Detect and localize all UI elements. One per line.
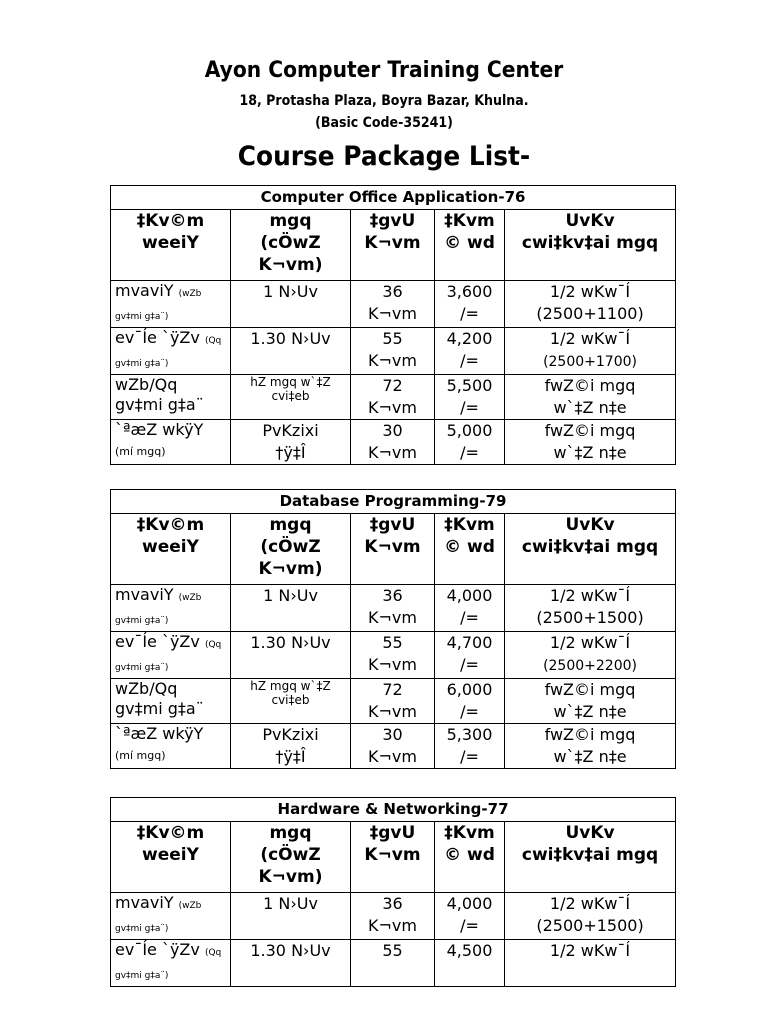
payment-line: (2500+1100) [536,304,644,323]
payment-line: w`‡Z n‡e [553,443,627,462]
cell-line: ‡Kv©m [136,211,205,231]
cell-line: UvKv [565,515,615,535]
cell-line: mgq [269,211,312,231]
classes-cell [351,632,435,679]
table-row [111,893,676,940]
course-name: mvaviY [115,585,179,604]
fee-cell [435,281,505,328]
cell-line: /= [460,655,479,674]
package-table [110,489,676,769]
duration-cell [231,328,351,375]
package-name: Database Programming-79 [111,490,676,514]
cell-line: K¬vm [364,233,421,253]
course-cell [111,375,231,420]
payment-cell [505,893,676,940]
duration-cell [231,375,351,420]
payment-cell [505,328,676,375]
cell-line: /= [460,443,479,462]
col-duration-header [231,210,351,281]
duration-cell [231,940,351,987]
cell-line: /= [460,608,479,627]
cell-line: 5,300 [446,725,493,744]
cell-line: /= [460,702,479,721]
course-note-2: gv‡mi g‡a¨ [115,699,204,718]
col-classes-header [351,210,435,281]
cell-line: ‡gvU [369,823,416,843]
cell-line: /= [460,304,479,323]
payment-line: 1/2 wKw¯Í [549,329,631,348]
duration-cell [231,585,351,632]
course-name: ev¯Íe `ÿZv [115,940,205,959]
cell-line: (cÖwZ [260,537,321,557]
cell-line: ‡Kvm [444,515,495,535]
duration-value: hZ mgq w`‡Z cvi‡eb [250,375,331,403]
col-duration-header [231,514,351,585]
header-row [111,514,676,585]
cell-line: 3,600 [446,282,493,301]
col-duration-header [231,822,351,893]
cell-line: K¬vm [368,304,417,323]
course-cell [111,632,231,679]
fee-cell [435,585,505,632]
cell-line: UvKv [565,823,615,843]
cell-line: cwi‡kv‡ai mgq [521,233,659,253]
col-course-header [111,210,231,281]
basic-code: (Basic Code-35241) [315,115,453,131]
duration-cell [231,724,351,769]
duration-value: 1 N›Uv [263,894,318,913]
classes-cell [351,328,435,375]
cell-line: K¬vm [368,443,417,462]
col-classes-header [351,514,435,585]
cell-line: cwi‡kv‡ai mgq [521,537,659,557]
cell-line: K¬vm [368,916,417,935]
payment-line: (2500+1500) [536,916,644,935]
table-row [111,420,676,465]
cell-line: 55 [382,633,403,652]
course-name: `ªæZ wkÿY [115,724,204,743]
cell-line: /= [460,398,479,417]
package-name-row [111,186,676,210]
payment-line: 1/2 wKw¯Í [549,282,631,301]
course-note: (wZb [178,593,202,603]
classes-cell [351,375,435,420]
table-row [111,375,676,420]
classes-cell [351,724,435,769]
fee-cell [435,893,505,940]
course-cell [111,420,231,465]
cell-line: 4,200 [446,329,493,348]
header-row [111,210,676,281]
cell-line: 55 [382,941,403,960]
table-row [111,679,676,724]
cell-line: K¬vm [368,655,417,674]
cell-line: 36 [382,894,403,913]
cell-line: K¬vm [368,608,417,627]
package-table [110,185,676,465]
classes-cell [351,940,435,987]
classes-cell [351,420,435,465]
cell-line: /= [460,916,479,935]
duration-value: 1 N›Uv [263,586,318,605]
package-name: Hardware & Networking-77 [111,798,676,822]
cell-line: K¬vm) [258,559,323,579]
cell-line: K¬vm) [258,867,323,887]
package-name-row [111,798,676,822]
payment-line: (2500+1700) [543,354,637,370]
course-name: ev¯Íe `ÿZv [115,632,205,651]
cell-line: K¬vm [364,845,421,865]
duration-cell [231,420,351,465]
col-payment-header [505,822,676,893]
payment-line: fwZ©i mgq [544,680,636,699]
payment-cell [505,679,676,724]
col-payment-header [505,210,676,281]
payment-cell [505,632,676,679]
payment-cell [505,281,676,328]
classes-cell [351,585,435,632]
course-name: wZb/Qq [115,679,178,698]
payment-cell [505,724,676,769]
package-name-row [111,490,676,514]
payment-line: (2500+1500) [536,608,644,627]
cell-line: weeiY [142,845,199,865]
cell-line: cwi‡kv‡ai mgq [521,845,659,865]
course-cell [111,328,231,375]
table-row [111,724,676,769]
cell-line: /= [460,351,479,370]
table-row [111,281,676,328]
table-row [111,632,676,679]
col-payment-header [505,514,676,585]
cell-line: 30 [382,725,403,744]
payment-line: fwZ©i mgq [544,725,636,744]
cell-line: weeiY [142,537,199,557]
classes-cell [351,679,435,724]
course-note: (Qq [204,948,222,958]
payment-line: w`‡Z n‡e [553,398,627,417]
payment-cell [505,940,676,987]
duration-cell [231,632,351,679]
cell-line: mgq [269,823,312,843]
cell-line: K¬vm [368,702,417,721]
cell-line: 72 [382,680,403,699]
cell-line: 5,500 [446,376,493,395]
cell-line: (cÖwZ [260,233,321,253]
payment-line: fwZ©i mgq [544,376,636,395]
duration-value: 1.30 N›Uv [250,941,331,960]
package-table [110,797,676,987]
cell-line: ‡Kv©m [136,823,205,843]
cell-line: ‡Kv©m [136,515,205,535]
col-classes-header [351,822,435,893]
fee-cell [435,375,505,420]
course-cell [111,281,231,328]
payment-line: w`‡Z n‡e [553,747,627,766]
course-note: (Qq [204,640,222,650]
cell-line: 4,700 [446,633,493,652]
cell-line: ‡gvU [369,211,416,231]
table-row [111,585,676,632]
cell-line: †ÿ‡Î [275,747,306,766]
col-fee-header [435,210,505,281]
payment-line: 1/2 wKw¯Í [549,633,631,652]
fee-cell [435,632,505,679]
cell-line: © wd [444,233,495,253]
payment-line: 1/2 wKw¯Í [549,941,631,960]
col-course-header [111,514,231,585]
duration-value: 1 N›Uv [263,282,318,301]
cell-line: K¬vm [368,747,417,766]
course-cell [111,679,231,724]
payment-line: w`‡Z n‡e [553,702,627,721]
cell-line: 55 [382,329,403,348]
classes-cell [351,893,435,940]
payment-cell [505,375,676,420]
col-course-header [111,822,231,893]
course-name: `ªæZ wkÿY [115,420,204,439]
course-cell [111,893,231,940]
cell-line: K¬vm) [258,255,323,275]
org-name: Ayon Computer Training Center [204,58,564,83]
cell-line: K¬vm [368,351,417,370]
course-note-2: (mí mgq) [115,749,166,762]
payment-line: 1/2 wKw¯Í [549,894,631,913]
course-note-2: (mí mgq) [115,445,166,458]
cell-line: /= [460,747,479,766]
course-name: mvaviY [115,281,179,300]
cell-line: © wd [444,845,495,865]
payment-cell [505,420,676,465]
course-cell [111,940,231,987]
course-note: (wZb [178,289,202,299]
course-name: ev¯Íe `ÿZv [115,328,205,347]
course-note-2: gv‡mi g‡a¨) [115,312,169,322]
cell-line: †ÿ‡Î [275,443,306,462]
cell-line: mgq [269,515,312,535]
classes-cell [351,281,435,328]
header-row [111,822,676,893]
course-note-2: gv‡mi g‡a¨) [115,924,169,934]
cell-line: 4,000 [446,894,493,913]
duration-value: 1.30 N›Uv [250,633,331,652]
course-cell [111,585,231,632]
table-row [111,940,676,987]
cell-line: (cÖwZ [260,845,321,865]
cell-line: K¬vm [364,537,421,557]
cell-line: 36 [382,282,403,301]
course-note-2: gv‡mi g‡a¨) [115,663,169,673]
payment-line: (2500+2200) [543,658,637,674]
table-row [111,328,676,375]
course-note: (Qq [204,336,222,346]
cell-line: 5,000 [446,421,493,440]
fee-cell [435,679,505,724]
cell-line: 72 [382,376,403,395]
cell-line: ‡Kvm [444,211,495,231]
fee-cell [435,940,505,987]
package-name: Computer Office Application-76 [111,186,676,210]
address: 18, Protasha Plaza, Boyra Bazar, Khulna. [239,93,529,109]
cell-line: ‡Kvm [444,823,495,843]
cell-line: PvKzixi [262,421,319,440]
col-fee-header [435,514,505,585]
course-note-2: gv‡mi g‡a¨ [115,395,204,414]
cell-line: PvKzixi [262,725,319,744]
course-name: mvaviY [115,893,179,912]
course-name: wZb/Qq [115,375,178,394]
payment-line: 1/2 wKw¯Í [549,586,631,605]
duration-cell [231,893,351,940]
duration-value: hZ mgq w`‡Z cvi‡eb [250,679,331,707]
fee-cell [435,328,505,375]
payment-line: fwZ©i mgq [544,421,636,440]
cell-line: 6,000 [446,680,493,699]
cell-line: 30 [382,421,403,440]
fee-cell [435,420,505,465]
payment-cell [505,585,676,632]
course-note: (wZb [178,901,202,911]
cell-line: 4,000 [446,586,493,605]
course-note-2: gv‡mi g‡a¨) [115,359,169,369]
duration-cell [231,281,351,328]
cell-line: 4,500 [446,941,493,960]
cell-line: weeiY [142,233,199,253]
duration-cell [231,679,351,724]
cell-line: 36 [382,586,403,605]
cell-line: UvKv [565,211,615,231]
course-note-2: gv‡mi g‡a¨) [115,616,169,626]
duration-value: 1.30 N›Uv [250,329,331,348]
page-title: Course Package List- [237,141,531,172]
course-cell [111,724,231,769]
cell-line: K¬vm [368,398,417,417]
col-fee-header [435,822,505,893]
course-note-2: gv‡mi g‡a¨) [115,971,169,981]
cell-line: ‡gvU [369,515,416,535]
fee-cell [435,724,505,769]
cell-line: © wd [444,537,495,557]
